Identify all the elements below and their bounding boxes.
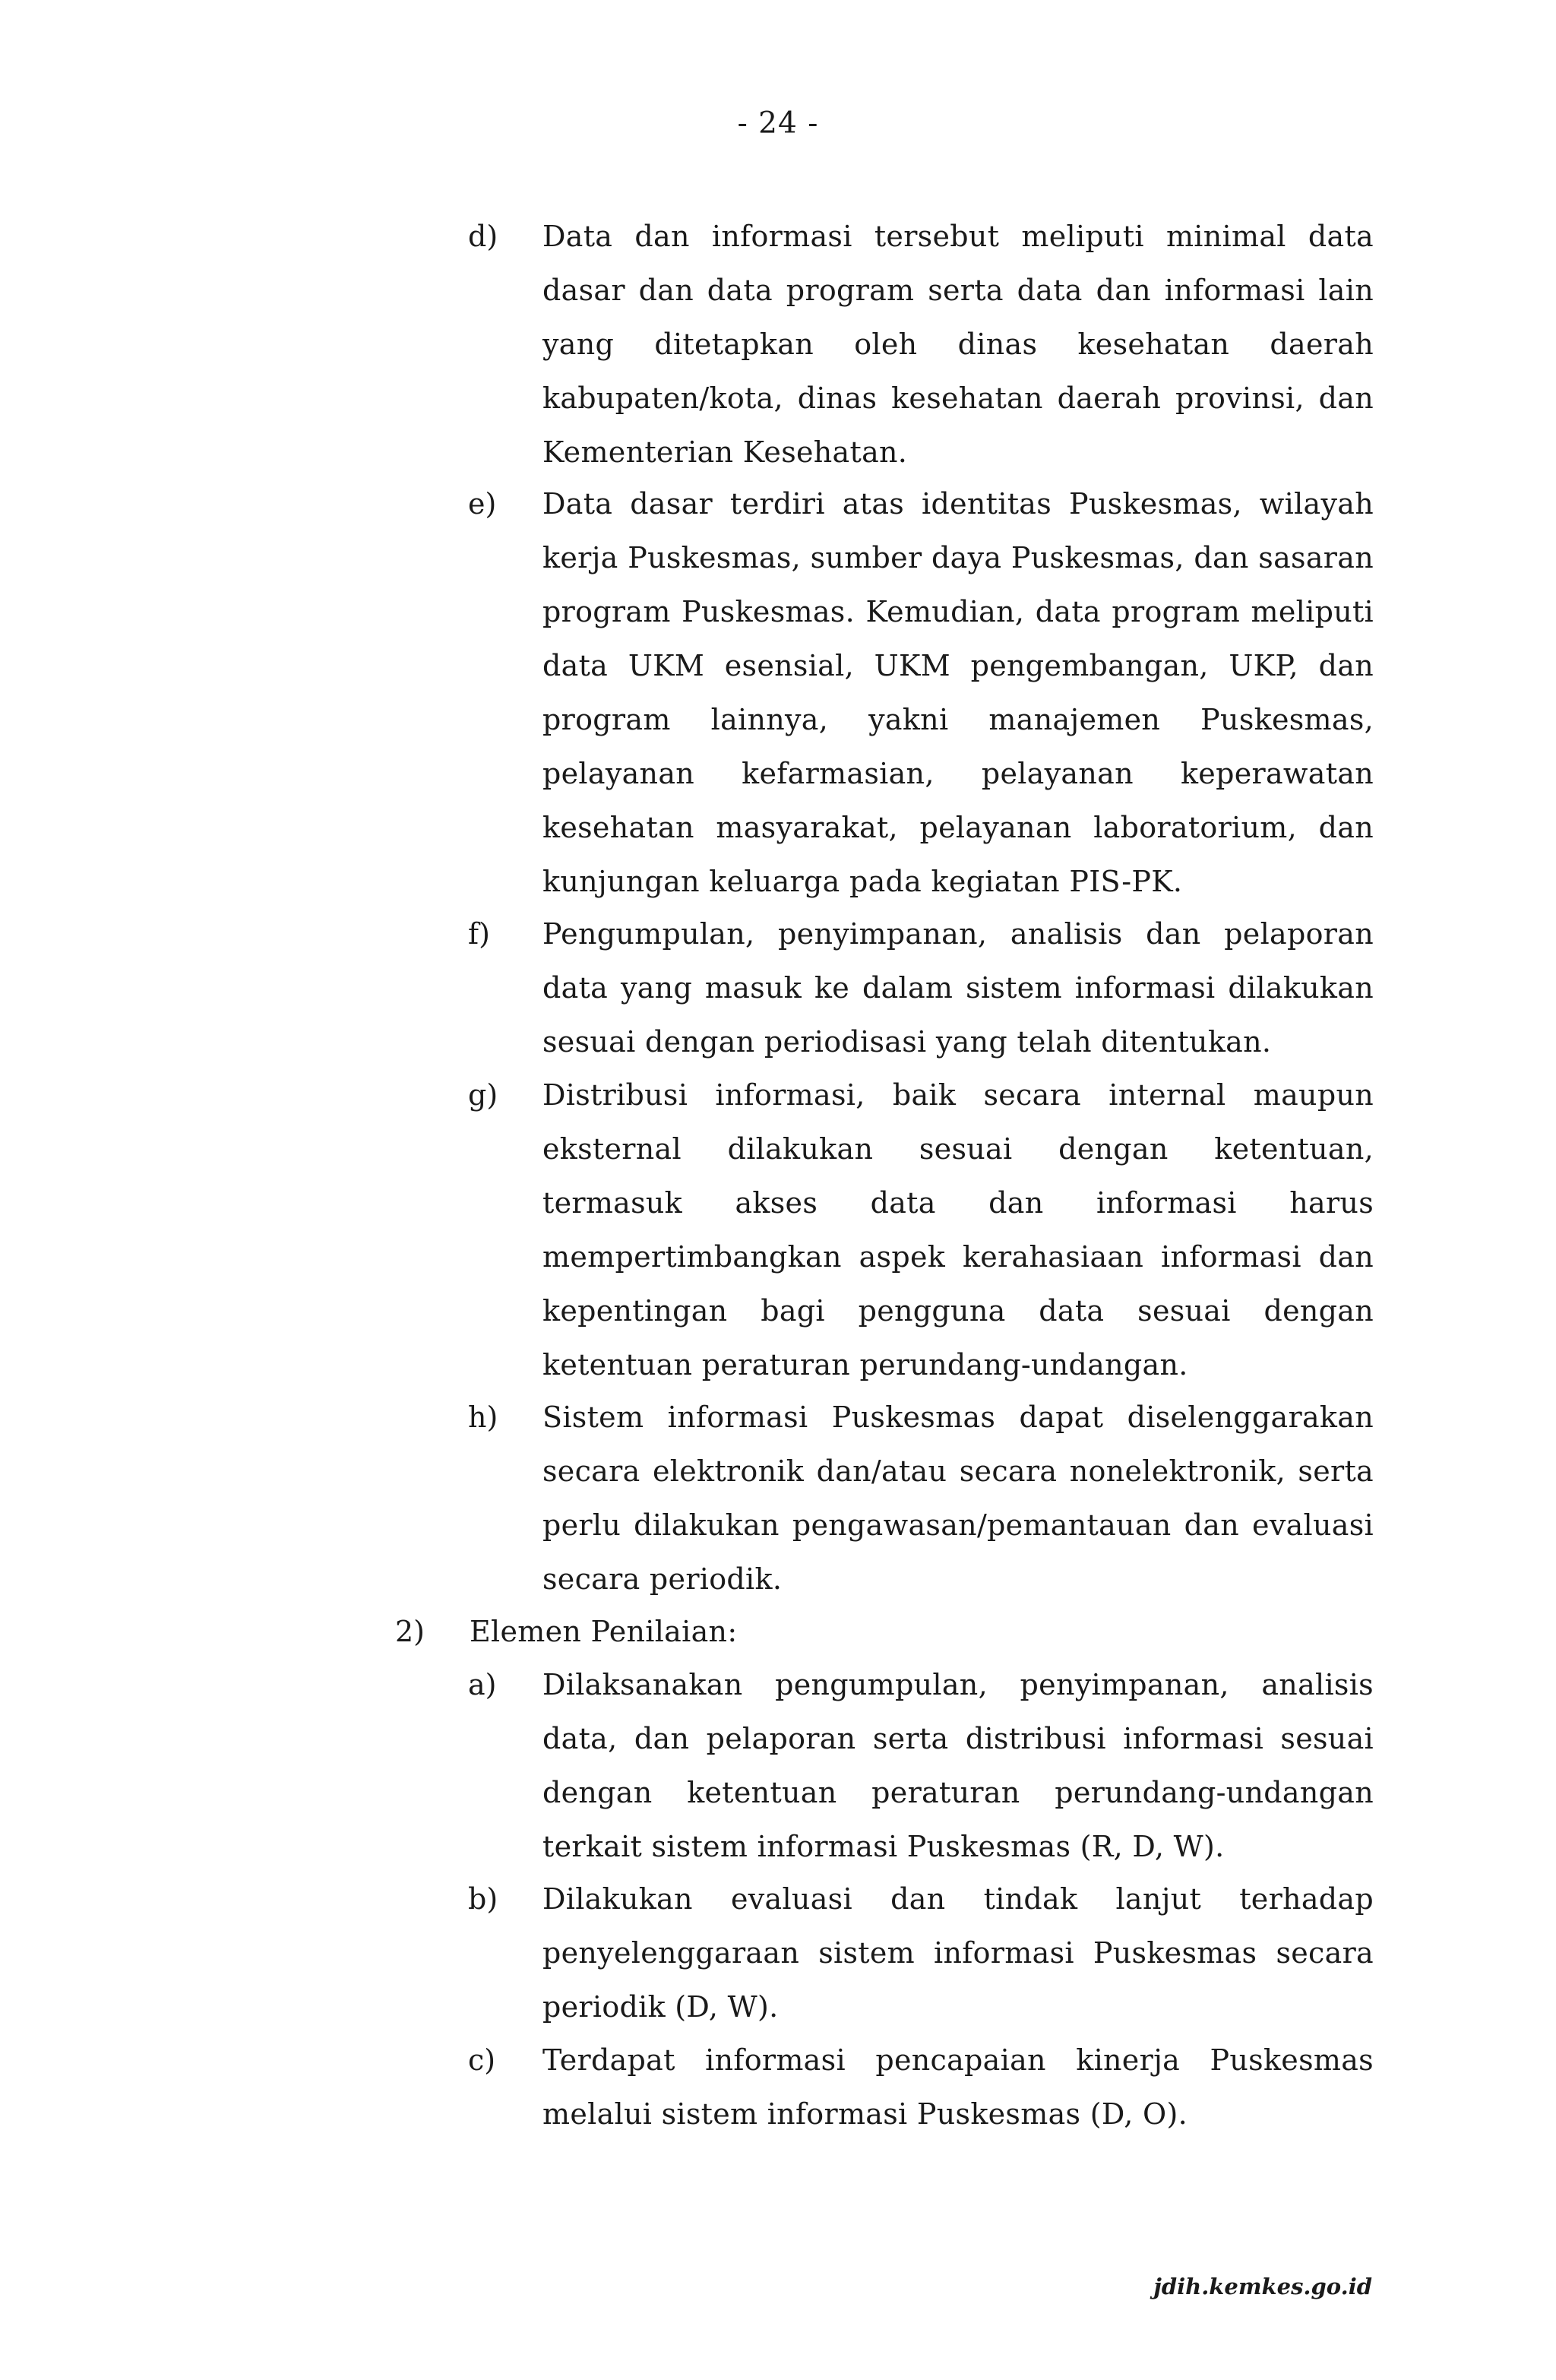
list-marker: d) (468, 220, 498, 253)
list-item-text: Data dasar terdiri atas identitas Puskesmas, wilayah kerja Puskesmas, sumber daya Puskesmas, dan sasaran program Puskesmas. Kemudian, data program meliputi data UKM esensial, UKM pengembangan, UKP, dan program lainnya, yakni manajemen Puskesmas, pelayanan kefarmasian, pelayanan keperawatan kesehatan masyarakat, pelayanan laboratorium, dan kunjungan keluarga pada kegiatan PIS-PK. (542, 487, 1374, 898)
list-item-text: Distribusi informasi, baik secara internal maupun eksternal dilakukan sesuai dengan ketentuan, termasuk akses data dan informasi harus mempertimbangkan aspek kerahasiaan informasi dan kepentingan bagi pengguna data sesuai dengan ketentuan peraturan perundang-undangan. (542, 1078, 1374, 1381)
list-item-d (468, 210, 1374, 483)
list-marker: e) (468, 487, 497, 521)
footer-source-link: jdih.kemkes.go.id (1153, 2274, 1372, 2299)
list-item-text: Dilakukan evaluasi dan tindak lanjut terhadap penyelenggaraan sistem informasi Puskesmas secara periodik (D, W). (542, 1882, 1374, 2024)
section-marker: 2) (395, 1615, 425, 1648)
list-marker: h) (468, 1400, 498, 1434)
assessment-item-b (468, 1872, 1374, 2040)
list-item-f (468, 907, 1374, 1074)
section-heading (395, 1605, 1374, 1660)
list-item-text: Dilaksanakan pengumpulan, penyimpanan, analisis data, dan pelaporan serta distribusi informasi sesuai dengan ketentuan peraturan perundang-undangan terkait sistem informasi Puskesmas (R, D, W). (542, 1668, 1374, 1863)
list-item-h (468, 1391, 1374, 1611)
list-marker: b) (468, 1882, 498, 1916)
list-marker: a) (468, 1668, 497, 1701)
section-title: Elemen Penilaian: (470, 1615, 738, 1648)
list-marker: f) (468, 917, 490, 951)
list-item-g (468, 1068, 1374, 1395)
list-marker: c) (468, 2043, 496, 2077)
list-item-e (468, 477, 1374, 918)
page-number: - 24 - (737, 106, 819, 141)
assessment-item-a (468, 1658, 1374, 1878)
list-item-text: Pengumpulan, penyimpanan, analisis dan pelaporan data yang masuk ke dalam sistem informasi dilakukan sesuai dengan periodisasi yang telah ditentukan. (542, 917, 1374, 1059)
list-item-text: Terdapat informasi pencapaian kinerja Puskesmas melalui sistem informasi Puskesmas (D, O). (542, 2043, 1374, 2131)
list-marker: g) (468, 1078, 498, 1112)
list-item-text: Data dan informasi tersebut meliputi minimal data dasar dan data program serta data dan informasi lain yang ditetapkan oleh dinas kesehatan daerah kabupaten/kota, dinas kesehatan daerah provinsi, dan Kementerian Kesehatan. (542, 220, 1374, 469)
list-item-text: Sistem informasi Puskesmas dapat diselenggarakan secara elektronik dan/atau secara nonelektronik, serta perlu dilakukan pengawasan/pemantauan dan evaluasi secara periodik. (542, 1400, 1374, 1596)
assessment-item-c (468, 2033, 1374, 2147)
